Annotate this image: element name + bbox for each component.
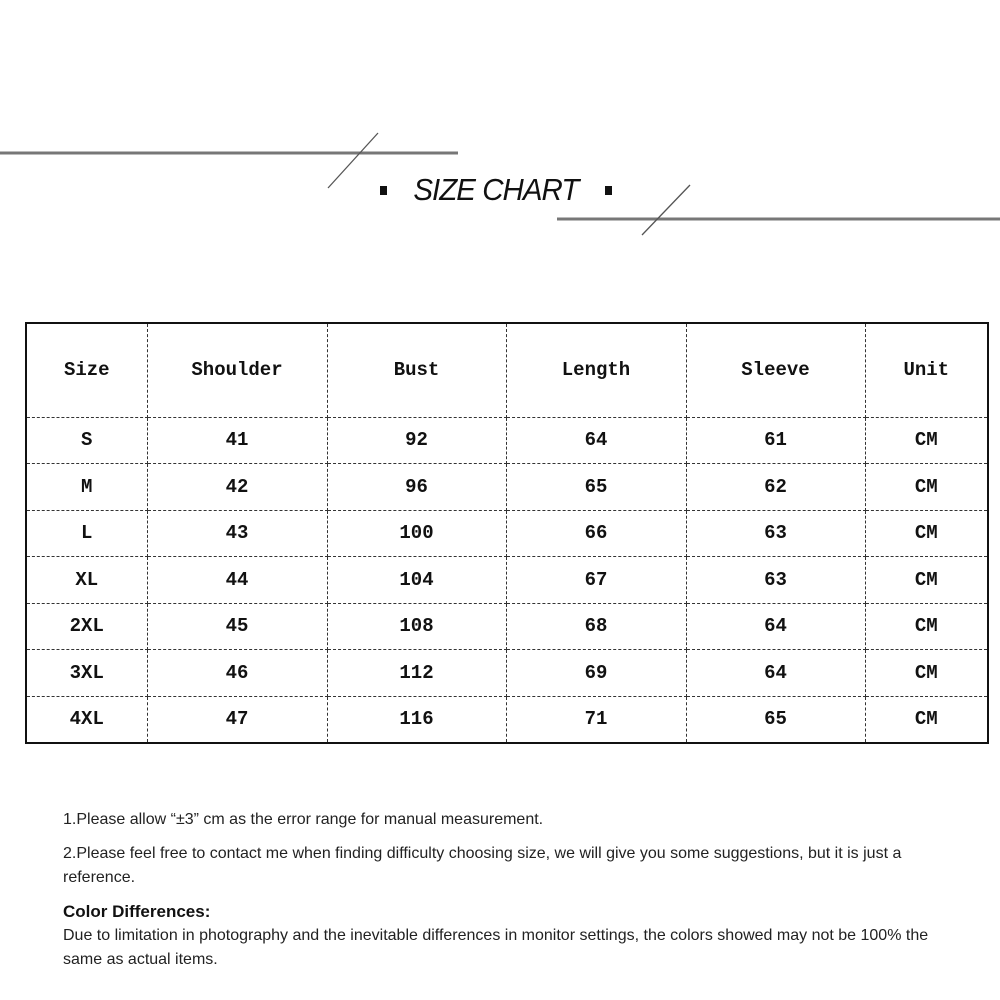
table-row <box>26 650 988 697</box>
table-cell: S <box>26 417 147 464</box>
table-cell: CM <box>865 464 988 511</box>
table-cell: CM <box>914 708 938 730</box>
color-differences-text: Due to limitation in photography and the inevitable differences in monitor settings, the colors showed may not be 100% the same as actual items. <box>63 927 929 968</box>
column-header-length: Length <box>506 323 686 417</box>
column-header-unit: Unit <box>865 323 988 417</box>
right-slash <box>642 185 690 235</box>
column-header-bust: Bust <box>327 323 506 417</box>
table-row <box>26 603 988 650</box>
table-cell: 96 <box>327 464 506 511</box>
column-header-sleeve: Sleeve <box>686 323 865 417</box>
table-cell: 64 <box>686 603 865 650</box>
size-table <box>25 322 989 744</box>
table-header-row <box>26 323 988 417</box>
column-header-shoulder: Shoulder <box>147 323 327 417</box>
table-cell: 46 <box>147 650 327 697</box>
table-cell: 108 <box>327 603 506 650</box>
table-cell: 67 <box>506 557 686 604</box>
table-row <box>26 464 988 511</box>
table-cell: CM <box>865 603 988 650</box>
title-text: SIZE CHART <box>413 172 579 207</box>
table-cell: 62 <box>686 464 865 511</box>
bullet-icon <box>605 186 612 195</box>
table-cell: 65 <box>506 464 686 511</box>
table-cell: 45 <box>147 603 327 650</box>
table-cell: 116 <box>327 696 506 743</box>
table-cell: CM <box>865 510 988 557</box>
color-differences-heading: Color Differences: <box>63 902 211 921</box>
table-cell: 47 <box>147 696 327 743</box>
table-cell: 42 <box>147 464 327 511</box>
table-cell: 2XL <box>26 603 147 650</box>
table-cell: 63 <box>686 510 865 557</box>
note-1: 1.Please allow “±3” cm as the error range for manual measurement. <box>63 811 544 828</box>
table-row <box>26 696 988 743</box>
size-chart-title <box>380 168 612 212</box>
table-cell: XL <box>26 557 147 604</box>
table-cell: 66 <box>506 510 686 557</box>
table-cell: 4XL <box>26 696 147 743</box>
bullet-icon <box>380 186 387 195</box>
table-cell: 64 <box>506 417 686 464</box>
table-cell: 112 <box>327 650 506 697</box>
table-cell: 44 <box>147 557 327 604</box>
table-cell: 100 <box>327 510 506 557</box>
table-cell: 64 <box>686 650 865 697</box>
table-cell: CM <box>865 417 988 464</box>
table-cell: 65 <box>686 696 865 743</box>
table-cell: 3XL <box>26 650 147 697</box>
table-cell: 69 <box>506 650 686 697</box>
table-cell: M <box>26 464 147 511</box>
table-cell: L <box>26 510 147 557</box>
table-cell: 63 <box>686 557 865 604</box>
table-row <box>26 557 988 604</box>
notes <box>63 808 963 972</box>
table-cell: CM <box>865 650 988 697</box>
left-slash <box>328 133 378 188</box>
table-cell: 41 <box>147 417 327 464</box>
table-cell: 92 <box>327 417 506 464</box>
table-cell: 43 <box>147 510 327 557</box>
table-cell: 68 <box>506 603 686 650</box>
table-row <box>26 417 988 464</box>
table-cell: 71 <box>506 696 686 743</box>
column-header-size: Size <box>26 323 147 417</box>
table-row <box>26 510 988 557</box>
table-cell: 61 <box>686 417 865 464</box>
table-cell: 104 <box>327 557 506 604</box>
note-2: 2.Please feel free to contact me when finding difficulty choosing size, we will give you some suggestions, but it is just a reference. <box>63 845 902 886</box>
table-cell: CM <box>865 557 988 604</box>
